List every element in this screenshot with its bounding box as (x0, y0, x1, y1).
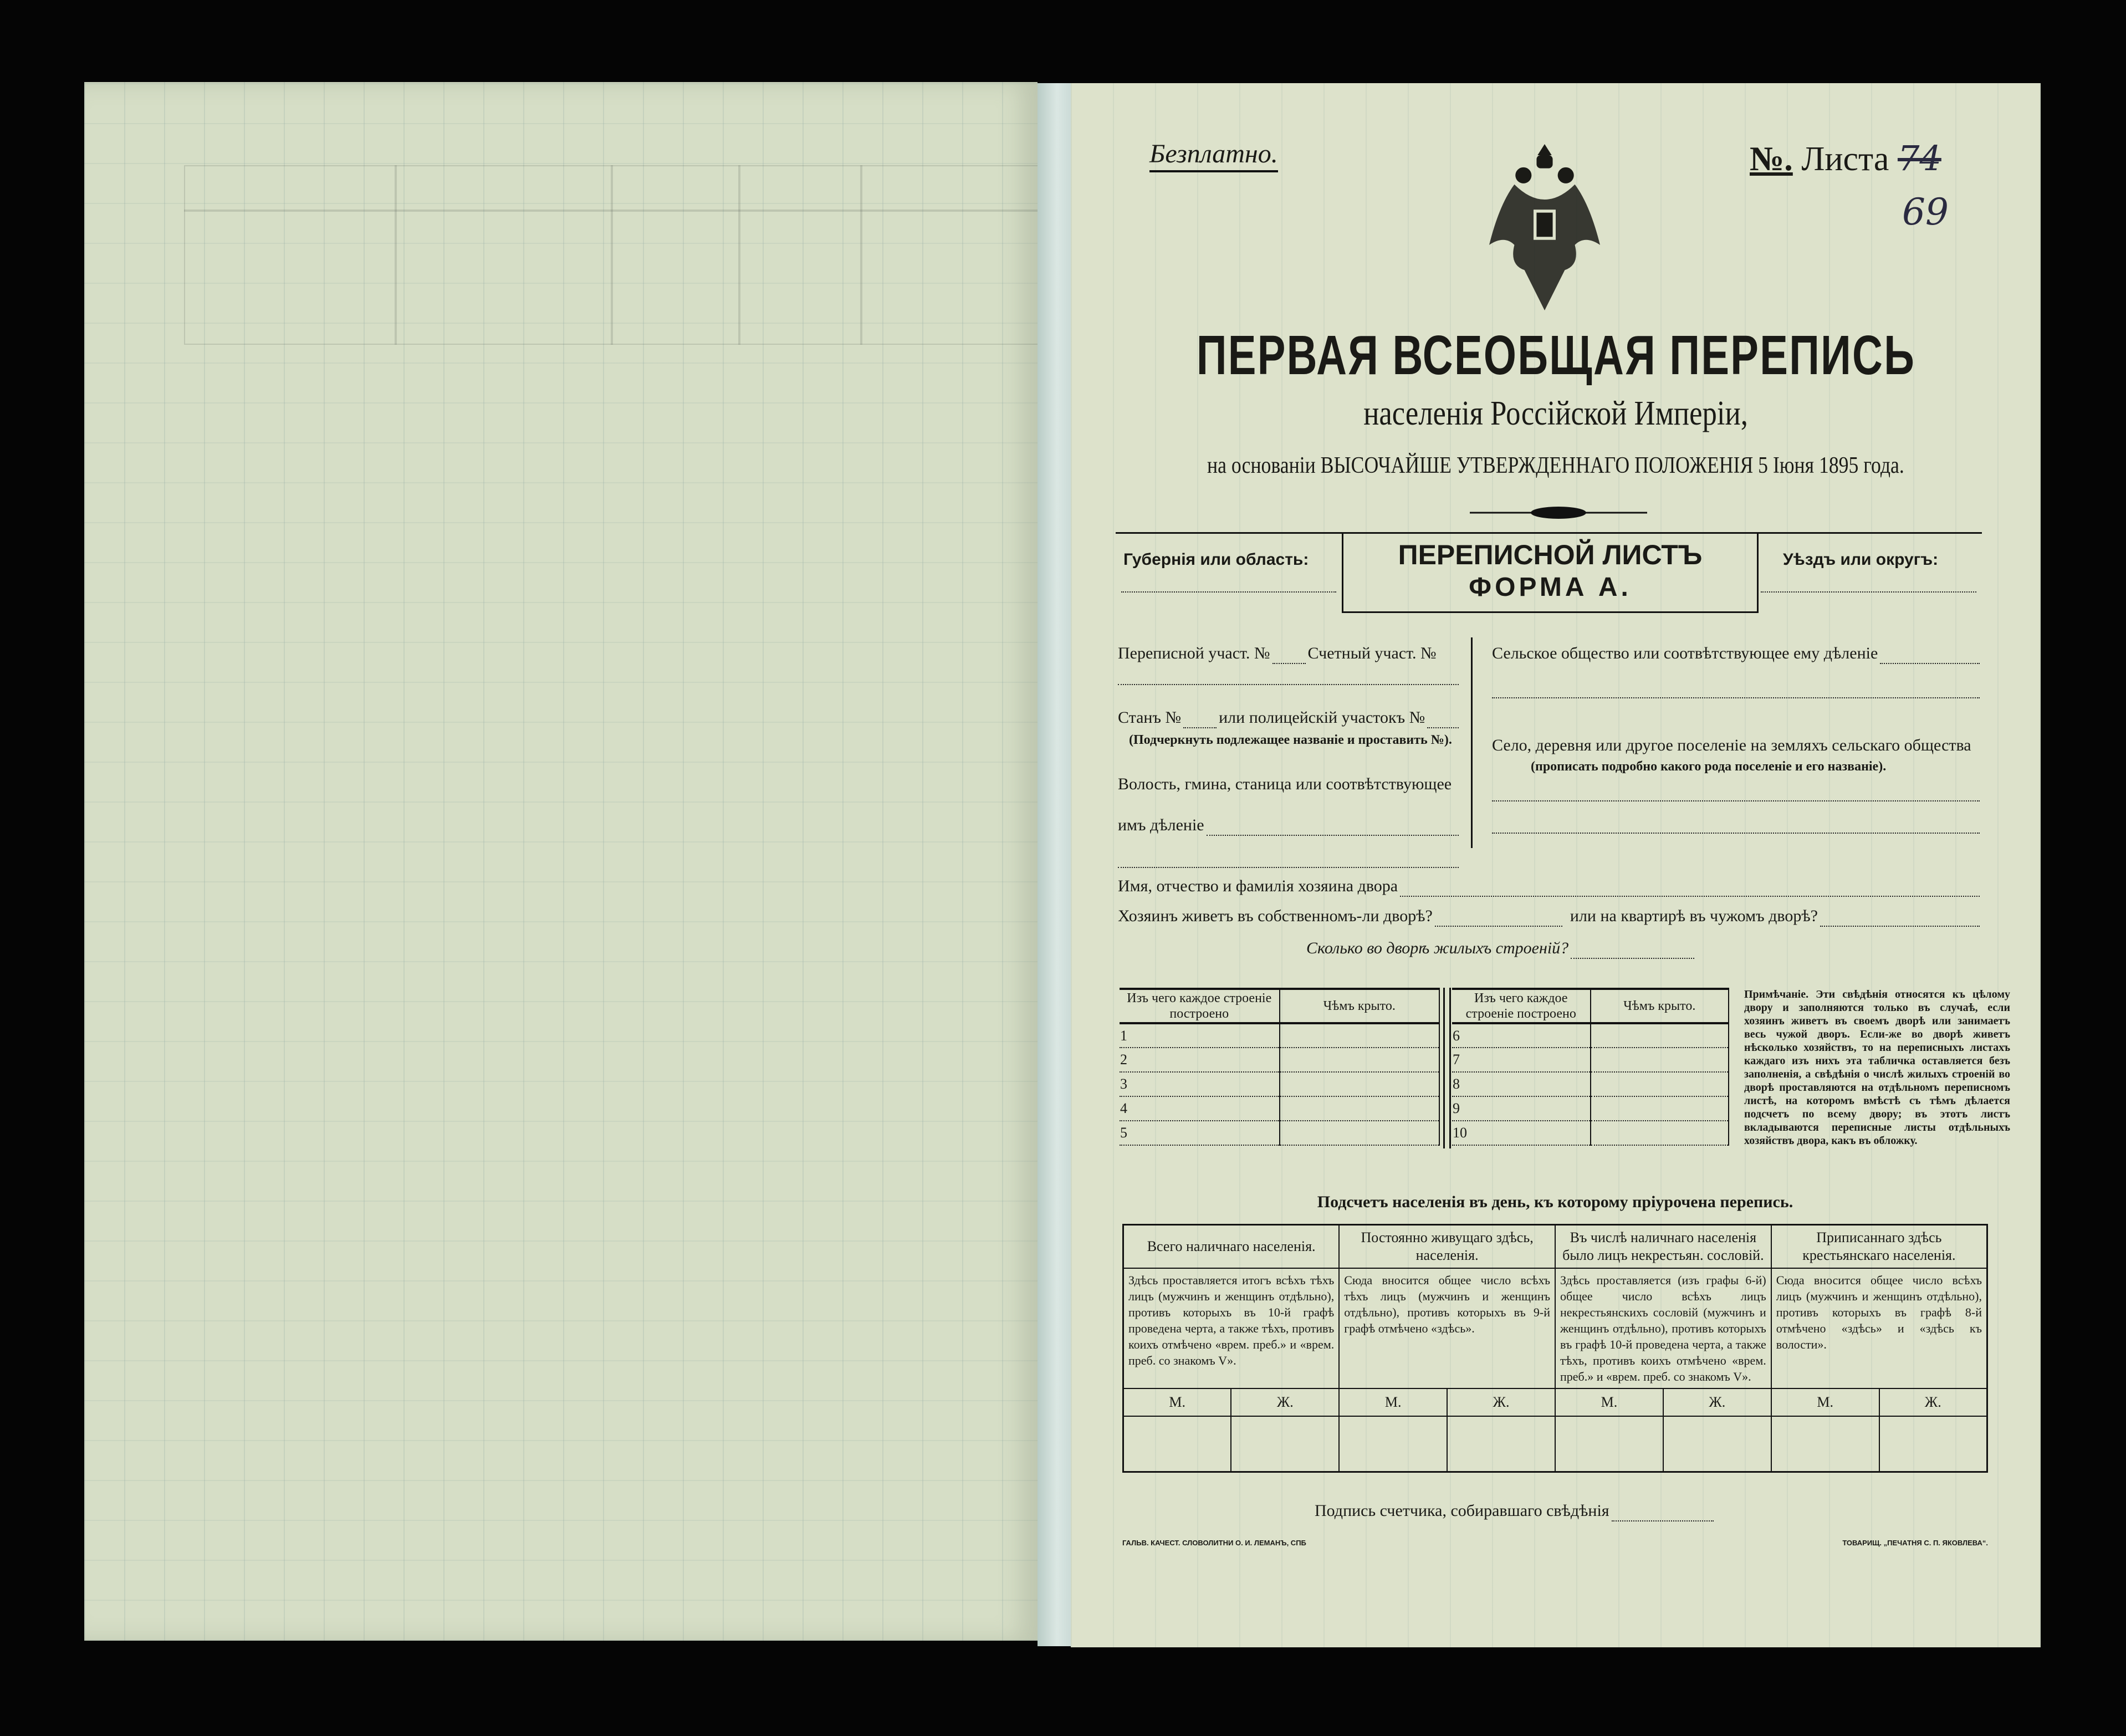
count-plot-label: Счетный участ. № (1307, 644, 1437, 662)
village-note: (прописать подробно какого рода поселеніе и его названіе). (1531, 759, 1887, 774)
police-plot-label: или полицейскій участокъ № (1219, 708, 1425, 727)
owner-lives-own-input[interactable] (1435, 909, 1562, 927)
table-row[interactable]: 3 (1120, 1072, 1439, 1096)
col-non-peasant-header: Въ числѣ наличнаго населенія было лицъ некрестьян. сословій. (1555, 1225, 1771, 1269)
region-box-row (1116, 532, 1982, 611)
volost-row (1118, 815, 1459, 836)
buildings-table-left (1120, 988, 1440, 1146)
male-header: М. (1339, 1388, 1447, 1416)
table-row[interactable]: 9 (1452, 1096, 1729, 1121)
table-row[interactable]: 7 (1452, 1048, 1729, 1072)
col-material-header: Изъ чего каждое строеніе построено (1452, 989, 1591, 1023)
owner-lives-rent-input[interactable] (1820, 909, 1980, 927)
col-registered-peasant-header: Приписаннаго здѣсь крестьянскаго населенія. (1771, 1225, 1987, 1269)
table-row[interactable]: 8 (1452, 1072, 1729, 1096)
page-subtitle: населенія Россійской Имперіи, (1363, 395, 1748, 432)
buildings-count-input[interactable] (1571, 941, 1694, 959)
left-page-blank (84, 82, 1038, 1641)
underline-note: (Подчеркнуть подлежащее названіе и проставить №). (1129, 733, 1452, 747)
population-values-row[interactable] (1123, 1416, 1987, 1472)
village-input[interactable] (1492, 800, 1980, 801)
population-heading: Подсчетъ населенія въ день, къ которому пріурочена перепись. (1317, 1193, 1793, 1211)
volost-label: Волость, гмина, станица или соотвѣтствующее (1118, 775, 1452, 793)
show-through-line (611, 165, 613, 345)
male-header: М. (1555, 1388, 1663, 1416)
district-field[interactable] (1755, 534, 1982, 611)
free-label: Безплатно. (1149, 139, 1278, 172)
form-title: ПЕРЕПИСНОЙ ЛИСТЪ (1398, 539, 1703, 570)
population-table (1122, 1224, 1988, 1473)
column-divider (1471, 637, 1473, 848)
village-label: Село, деревня или другое поселеніе на земляхъ сельскаго общества (1492, 736, 1971, 754)
form-name: ФОРМА А. (1469, 573, 1632, 602)
footer-right-imprint: ТОВАРИЩ. „ПЕЧАТНЯ С. П. ЯКОВЛЕВА“. (1842, 1538, 1988, 1547)
rural-society-row (1492, 643, 1980, 664)
table-row[interactable]: 1 (1120, 1023, 1439, 1048)
page-title: ПЕРВАЯ ВСЕОБЩАЯ ПЕРЕПИСЬ (1196, 324, 1915, 386)
owner-lives-row (1118, 906, 1980, 927)
buildings-count-row (1306, 938, 1694, 959)
province-field[interactable] (1116, 534, 1342, 611)
show-through-line (738, 165, 740, 345)
census-form-page (1071, 83, 2041, 1647)
handwritten-sheet-number-corrected: 69 (1902, 191, 1949, 233)
col-total-present-header: Всего наличнаго населенія. (1123, 1225, 1340, 1269)
sheet-number (1750, 139, 1941, 179)
table-double-divider (1443, 988, 1451, 1148)
form-title-box (1342, 534, 1759, 613)
value-cell[interactable] (1555, 1416, 1663, 1472)
show-through-line (184, 210, 1051, 212)
right-fields (1492, 643, 1980, 834)
volost-input[interactable] (1207, 818, 1459, 836)
buildings-count-label: Сколько во дворѣ жилыхъ строеній? (1306, 939, 1569, 957)
rural-society-input[interactable] (1880, 646, 1980, 664)
col-material-header: Изъ чего каждое строеніе построено (1120, 989, 1280, 1023)
signature-label: Подпись счетчика, собиравшаго свѣдѣнія (1315, 1501, 1609, 1520)
female-header: Ж. (1879, 1388, 1987, 1416)
value-cell[interactable] (1447, 1416, 1555, 1472)
police-plot-input[interactable] (1427, 711, 1459, 728)
female-header: Ж. (1231, 1388, 1339, 1416)
handwritten-sheet-number: 74 (1897, 138, 1941, 178)
owner-fields (1118, 876, 1980, 959)
show-through-line (860, 165, 862, 345)
footer-row (1122, 1538, 1988, 1548)
stan-row (1118, 707, 1459, 728)
owner-name-label: Имя, отчество и фамилія хозяина двора (1118, 877, 1398, 895)
volost-input-2[interactable] (1118, 867, 1459, 868)
rural-society-label: Сельское общество или соотвѣтствующее ему дѣленіе (1492, 644, 1878, 662)
col-non-peasant-desc: Здѣсь проставляется (изъ графы 6-й) общее число всѣхъ лицъ некрестьянскихъ сословій (мужчинъ и женщинъ отдѣльно), противъ которыхъ въ графѣ 10-й проведена черта, а также тѣхъ, противъ коихъ отмѣчено «врем. преб.» и «врем. преб. со знакомъ V». (1555, 1268, 1771, 1388)
table-row[interactable]: 2 (1120, 1048, 1439, 1072)
province-label: Губернія или область: (1123, 550, 1309, 569)
value-cell[interactable] (1663, 1416, 1771, 1472)
table-row[interactable]: 4 (1120, 1096, 1439, 1121)
left-fields (1118, 643, 1459, 868)
owner-lives-rent-label: или на квартирѣ въ чужомъ дворѣ? (1570, 907, 1818, 925)
female-header: Ж. (1447, 1388, 1555, 1416)
population-section (1122, 1192, 1988, 1548)
signature-input[interactable] (1612, 1504, 1714, 1521)
value-cell[interactable] (1879, 1416, 1987, 1472)
value-cell[interactable] (1339, 1416, 1447, 1472)
stan-label: Станъ № (1118, 708, 1182, 727)
village-input-2[interactable] (1492, 833, 1980, 834)
male-header: М. (1771, 1388, 1879, 1416)
value-cell[interactable] (1231, 1416, 1339, 1472)
footer-left-imprint: ГАЛЬВ. КАЧЕСТ. СЛОВОЛИТНИ О. И. ЛЕМАНЪ, СПБ (1122, 1538, 1306, 1547)
male-header: М. (1123, 1388, 1231, 1416)
table-row[interactable]: 5 (1120, 1121, 1439, 1145)
double-headed-eagle-icon (1478, 144, 1611, 310)
signature-row (1315, 1500, 1714, 1521)
col-total-present-desc: Здѣсь проставляется итогъ всѣхъ тѣхъ лицъ (мужчинъ и женщинъ отдѣльно), противъ которыхъ въ 10-й графѣ проведена черта, а также тѣхъ, противъ коихъ отмѣчено «врем. преб.» и «врем. преб. со знакомъ V». (1123, 1268, 1340, 1388)
buildings-note: Примѣчаніе. Эти свѣдѣнія относятся къ цѣлому двору и заполняются только въ случаѣ, если хозяинъ живетъ въ своемъ дворѣ или занимаетъ весь чужой дворъ. Если-же во дворѣ живетъ нѣсколько хозяйствъ, то на переписныхъ листахъ каждаго изъ нихъ эта табличка оставляется безъ заполненія, а свѣдѣнія о числѣ жилыхъ строеній во дворѣ проставляются на отдѣльномъ переписномъ листѣ, на которомъ вмѣстѣ съ тѣмъ дѣлается подсчетъ по всему двору; въ этотъ листъ вкладываются переписные листы отдѣльныхъ хозяйствъ двора, какъ въ обложку. (1744, 988, 2010, 1147)
ornament-divider-icon (1470, 504, 1647, 521)
value-cell[interactable] (1123, 1416, 1231, 1472)
census-plot-label: Переписной участ. № (1118, 644, 1270, 662)
sheet-label: Листа (1801, 140, 1889, 178)
show-through-line (395, 165, 397, 345)
census-plot-input[interactable] (1272, 646, 1306, 664)
col-roof-header: Чѣмъ крыто. (1591, 989, 1729, 1023)
col-roof-header: Чѣмъ крыто. (1280, 989, 1440, 1023)
count-plot-input[interactable] (1118, 667, 1459, 685)
legal-basis: на основаніи ВЫСОЧАЙШЕ УТВЕРЖДЕННАГО ПОЛОЖЕНІЯ 5 Іюня 1895 года. (1207, 453, 1904, 478)
col-registered-peasant-desc: Сюда вносится общее число всѣхъ лицъ (мужчинъ и женщинъ отдѣльно), противъ которыхъ въ графѣ 8-й отмѣчено «здѣсь» и «здѣсь къ волости». (1771, 1268, 1987, 1388)
owner-name-row (1118, 876, 1980, 897)
buildings-table-right (1452, 988, 1729, 1146)
plot-row (1118, 643, 1459, 685)
number-sign: №. (1750, 140, 1793, 178)
show-through-table (184, 165, 1051, 345)
table-row[interactable]: 6 (1452, 1023, 1729, 1048)
district-label: Уѣздъ или округъ: (1783, 550, 1939, 569)
stan-input[interactable] (1183, 711, 1217, 728)
owner-lives-own-label: Хозяинъ живетъ въ собственномъ-ли дворѣ? (1118, 907, 1433, 925)
rural-society-input-2[interactable] (1492, 697, 1980, 698)
volost-label-2: имъ дѣленіе (1118, 816, 1204, 834)
owner-name-input[interactable] (1400, 879, 1980, 897)
female-header: Ж. (1663, 1388, 1771, 1416)
col-permanent-desc: Сюда вносится общее число всѣхъ тѣхъ лицъ (мужчинъ и женщинъ отдѣльно), противъ которыхъ въ 9-й графѣ отмѣчено «здѣсь». (1339, 1268, 1555, 1388)
table-row[interactable]: 10 (1452, 1121, 1729, 1145)
value-cell[interactable] (1771, 1416, 1879, 1472)
col-permanent-header: Постоянно живущаго здѣсь, населенія. (1339, 1225, 1555, 1269)
